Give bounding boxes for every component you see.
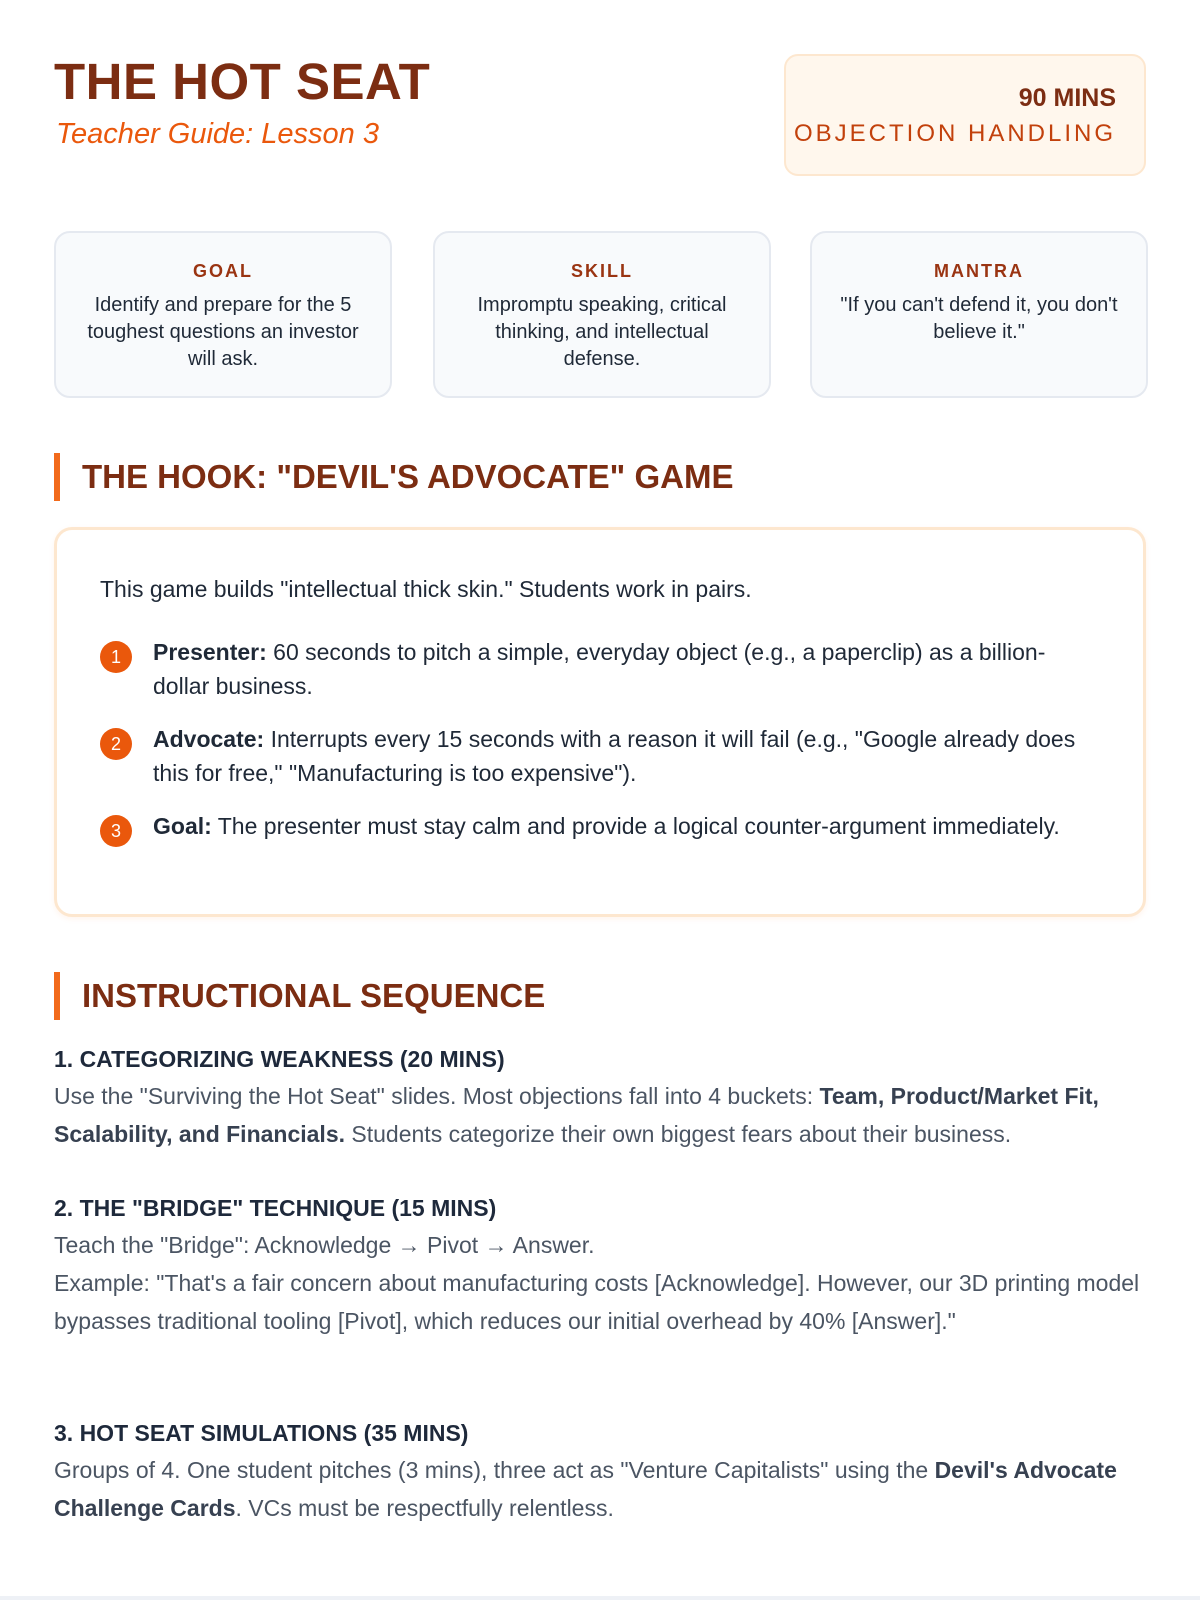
- card-label: MANTRA: [934, 261, 1024, 281]
- badge-duration: 90 MINS: [1018, 84, 1116, 112]
- sequence-item-title: 1. CATEGORIZING WEAKNESS (20 MINS): [54, 1046, 505, 1072]
- lesson-page: [54, 0, 1146, 1521]
- sequence-item: [54, 1418, 1146, 1527]
- skill-card: [433, 231, 771, 398]
- page-subtitle: Teacher Guide: Lesson 3: [56, 118, 379, 150]
- sequence-item: [54, 1044, 1146, 1153]
- body-bold-text: Devil's Advocate Challenge Cards: [54, 1457, 1117, 1521]
- badge-topic: OBJECTION HANDLING: [793, 120, 1116, 147]
- step-label: Advocate:: [153, 726, 265, 752]
- step-description: 60 seconds to pitch a simple, everyday object (e.g., a paperclip) as a billion-dollar business.: [153, 639, 1046, 699]
- body-example-text: Example: "That's a fair concern about manufacturing costs [Acknowledge]. However, our 3D printing model bypasses traditional tooling [Pivot], which reduces our initial overhead by 40% [Answer].": [54, 1270, 1140, 1334]
- hook-intro: This game builds "intellectual thick skin." Students work in pairs.: [100, 576, 752, 602]
- body-bold-text: Team, Product/Market Fit, Scalability, and Financials.: [54, 1083, 1099, 1147]
- sequence-item-title: 3. HOT SEAT SIMULATIONS (35 MINS): [54, 1420, 469, 1446]
- step-label: Goal:: [153, 813, 212, 839]
- step-text: [153, 635, 1098, 703]
- sequence-item-body: [54, 1077, 1146, 1153]
- step-text: [153, 809, 1098, 843]
- step-number-badge: 2: [100, 728, 132, 760]
- hook-box: [54, 527, 1146, 917]
- hook-heading: THE HOOK: "DEVIL'S ADVOCATE" GAME: [54, 453, 734, 501]
- step-number-badge: 1: [100, 641, 132, 673]
- footer-divider: [0, 1596, 1200, 1600]
- sequence-item-body: [54, 1451, 1146, 1527]
- goal-card: [54, 231, 392, 398]
- body-text: Groups of 4. One student pitches (3 mins), three act as "Venture Capitalists" using the: [54, 1457, 935, 1483]
- step-number-badge: 3: [100, 815, 132, 847]
- card-text: Identify and prepare for the 5 toughest questions an investor will ask.: [87, 294, 359, 370]
- step-description: Interrupts every 15 seconds with a reason it will fail (e.g., "Google already does this for free," "Manufacturing is too expensive").: [153, 726, 1076, 786]
- sequence-item-body: [54, 1226, 1146, 1340]
- step-text: [153, 722, 1098, 790]
- info-cards: [54, 231, 1146, 399]
- body-text: . VCs must be respectfully relentless.: [235, 1495, 614, 1521]
- step-label: Presenter:: [153, 639, 267, 665]
- card-label: GOAL: [193, 261, 253, 281]
- body-text: Use the "Surviving the Hot Seat" slides. Most objections fall into 4 buckets:: [54, 1083, 820, 1109]
- duration-badge: [784, 54, 1146, 176]
- card-text: "If you can't defend it, you don't believe it.": [840, 294, 1118, 343]
- card-label: SKILL: [571, 261, 633, 281]
- page-header: [54, 0, 1146, 180]
- sequence-item: [54, 1193, 1146, 1340]
- card-text: Impromptu speaking, critical thinking, and intellectual defense.: [477, 294, 727, 370]
- body-text: Students categorize their own biggest fears about their business.: [345, 1121, 1012, 1147]
- mantra-card: [810, 231, 1148, 398]
- page-title: THE HOT SEAT: [54, 53, 431, 110]
- sequence-item-title: 2. THE "BRIDGE" TECHNIQUE (15 MINS): [54, 1195, 497, 1221]
- sequence-heading: INSTRUCTIONAL SEQUENCE: [54, 972, 545, 1020]
- body-text: Teach the "Bridge": Acknowledge → Pivot → Answer.: [54, 1232, 595, 1258]
- step-description: The presenter must stay calm and provide a logical counter-argument immediately.: [211, 813, 1060, 839]
